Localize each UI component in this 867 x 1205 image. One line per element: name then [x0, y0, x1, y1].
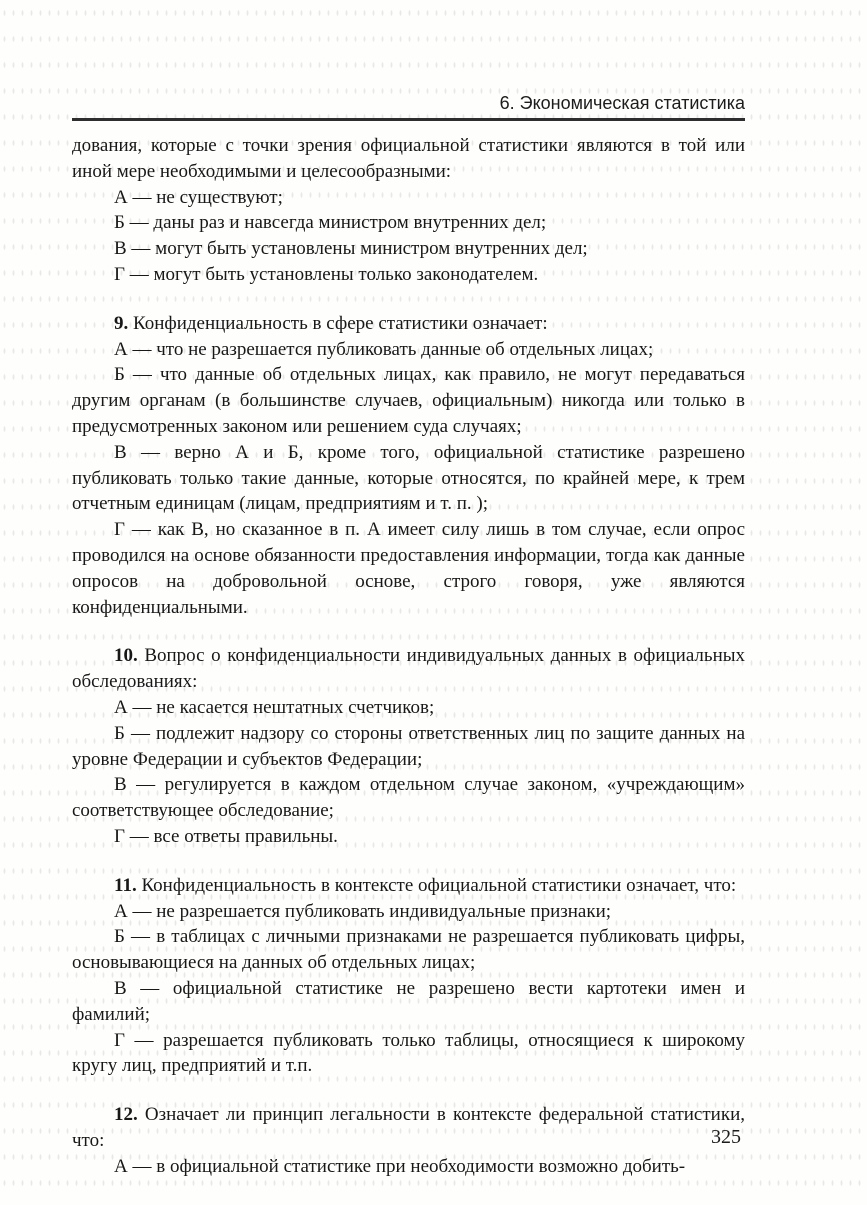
- question-11-text: Конфиденциальность в контексте официальной статистики означает, что:: [141, 874, 737, 896]
- chapter-title: 6. Экономическая статистика: [499, 93, 745, 113]
- question-12-option-a: А — в официальной статистике при необходимости возможно добить-: [114, 1155, 686, 1177]
- page-header: [72, 0, 745, 114]
- intro-option-v: В — могут быть установлены министром внутренних дел;: [114, 238, 588, 260]
- page-body: [72, 133, 745, 1179]
- intro-option-g: Г — могут быть установлены только законодателем.: [114, 263, 539, 285]
- question-11-option-v: В — официальной статистике не разрешено вести картотеки имен и фамилий;: [72, 977, 745, 1025]
- question-12-number: 12.: [114, 1104, 138, 1126]
- question-9-option-a: А — что не разрешается публиковать данные об отдельных лицах;: [114, 338, 654, 360]
- question-9-option-b: Б — что данные об отдельных лицах, как правило, не могут передаваться другим органам (в большинстве случаев, официальным) никогда или только в предусмотренных законом или решением суда случаях;: [72, 364, 745, 437]
- question-9-option-v: В — верно А и Б, кроме того, официальной статистике разрешено публиковать только такие данные, которые относятся, по крайней мере, к трем отчетным единицам (лицам, предприятиям и т. п. );: [72, 441, 745, 515]
- question-12-text: Означает ли принцип легальности в контексте федеральной статистики, что:: [72, 1104, 745, 1151]
- question-10-heading: [72, 643, 745, 695]
- question-11-option-b: Б — в таблицах с личными признаками не разрешается публиковать цифры, основывающиеся на данных об отдельных лицах;: [72, 926, 745, 974]
- question-11: [72, 873, 745, 1079]
- question-11-number: 11.: [114, 874, 137, 896]
- question-9-number: 9.: [114, 312, 129, 334]
- question-10-option-g: Г — все ответы правильны.: [114, 825, 338, 847]
- question-10-option-v: В — регулируется в каждом отдельном случае законом, «учреждающим» соответствующее обследование;: [72, 774, 745, 822]
- question-9: [72, 311, 745, 621]
- question-11-option-a: А — не разрешается публиковать индивидуальные признаки;: [114, 900, 612, 922]
- page-number: 325: [711, 1126, 741, 1148]
- question-10-option-a: А — не касается нештатных счетчиков;: [114, 696, 435, 718]
- question-9-option-g: Г — как В, но сказанное в п. А имеет силу лишь в том случае, если опрос проводился на основе обязанности предоставления информации, тогда как данные опросов на добровольной основе, строго говоря, уже являются конфиденциальными.: [72, 519, 745, 618]
- question-10-option-b: Б — подлежит надзору со стороны ответственных лиц по защите данных на уровне Федерации и субъектов Федерации;: [72, 722, 745, 770]
- header-rule: [72, 118, 745, 121]
- question-9-heading: [72, 311, 745, 337]
- question-12: [72, 1102, 745, 1179]
- question-9-text: Конфиденциальность в сфере статистики означает:: [133, 312, 548, 334]
- continuation-paragraph: дования, которые с точки зрения официальной статистики являются в той или иной мере необходимыми и целесообразными:: [72, 135, 745, 182]
- question-10-text: Вопрос о конфиденциальности индивидуальных данных в официальных обследованиях:: [72, 645, 745, 693]
- question-11-heading: [72, 873, 745, 899]
- intro-option-b: Б — даны раз и навсегда министром внутренних дел;: [114, 212, 547, 234]
- intro-option-a: А — не существуют;: [114, 186, 283, 208]
- question-10: [72, 643, 745, 849]
- question-12-heading: [72, 1102, 745, 1154]
- question-11-option-g: Г — разрешается публиковать только таблицы, относящиеся к широкому кругу лиц, предприятий и т.п.: [72, 1029, 745, 1077]
- question-10-number: 10.: [114, 645, 138, 667]
